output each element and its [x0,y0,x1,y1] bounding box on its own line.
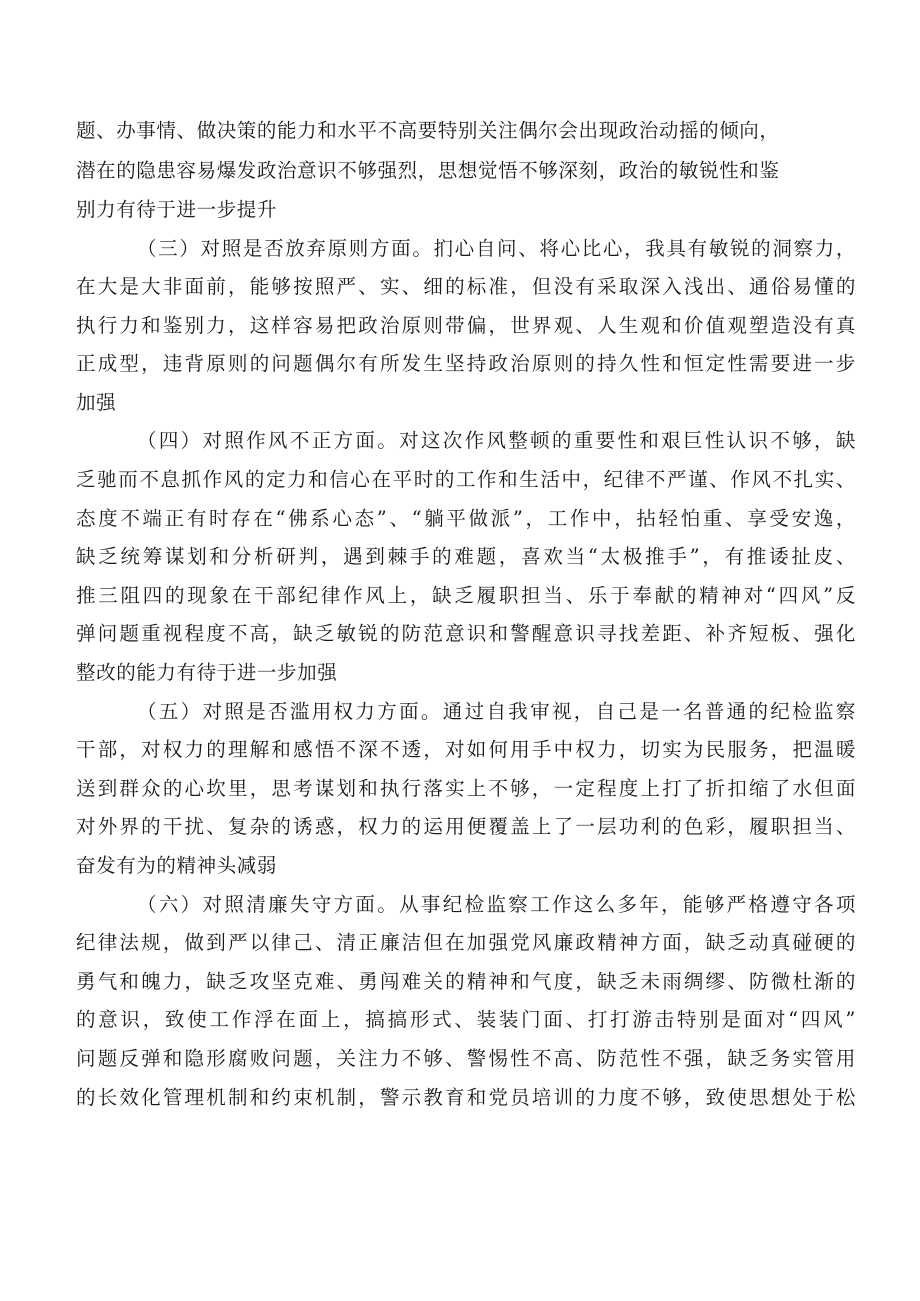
text-line: 的长效化管理机制和约束机制，警示教育和党员培训的力度不够，致使思想处于松 [76,1085,856,1109]
text-line: 执行力和鉴别力，这样容易把政治原则带偏，世界观、人生观和价值观塑造没有真 [76,313,856,337]
document-body [76,111,856,1117]
text-line: 勇气和魄力，缺乏攻坚克难、勇闯难关的精神和气度，缺乏未雨绸缪、防微杜渐的 [76,969,856,993]
text-line: 推三阻四的现象在干部纪律作风上，缺乏履职担当、乐于奉献的精神对“四风”反 [76,583,856,607]
text-line: 送到群众的心坎里，思考谋划和执行落实上不够，一定程度上打了折扣缩了水但面 [76,776,856,800]
text-line: 加强 [76,390,117,414]
text-line: 奋发有为的精神头减弱 [76,854,278,877]
text-line: 干部，对权力的理解和感悟不深不透，对如何用手中权力，切实为民服务，把温暖 [76,738,856,762]
text-line: （五）对照是否滥用权力方面。通过自我审视，自己是一名普通的纪检监察 [137,699,856,723]
text-line: （三）对照是否放弃原则方面。扪心自问、将心比心，我具有敏锐的洞察力， [137,236,856,260]
text-line: 缺乏统筹谋划和分析研判，遇到棘手的难题，喜欢当“太极推手”，有推诿扯皮、 [76,545,856,569]
text-line: 别力有待于进一步提升 [76,198,278,221]
text-line: 乏驰而不息抓作风的定力和信心在平时的工作和生活中，纪律不严谨、作风不扎实、 [76,468,856,492]
text-line: 态度不端正有时存在“佛系心态”、“躺平做派”，工作中，拈轻怕重、享受安逸， [76,506,856,530]
text-line: 弹问题重视程度不高，缺乏敏锐的防范意识和警醒意识寻找差距、补齐短板、强化 [76,622,856,646]
text-line: 题、办事情、做决策的能力和水平不高要特别关注偶尔会出现政治动摇的倾向， [76,119,780,142]
text-line: （四）对照作风不正方面。对这次作风整顿的重要性和艰巨性认识不够，缺 [137,429,856,453]
text-line: 在大是大非面前，能够按照严、实、细的标准，但没有采取深入浅出、通俗易懂的 [76,275,856,299]
text-line: （六）对照清廉失守方面。从事纪检监察工作这么多年，能够严格遵守各项 [137,892,856,916]
text-line: 纪律法规，做到严以律己、清正廉洁但在加强党风廉政精神方面，缺乏动真碰硬的 [76,931,856,955]
text-line: 问题反弹和隐形腐败问题，关注力不够、警惕性不高、防范性不强，缺乏务实管用 [76,1046,856,1070]
text-line: 整改的能力有待于进一步加强 [76,661,338,685]
text-line: 潜在的隐患容易爆发政治意识不够强烈，思想觉悟不够深刻，政治的敏锐性和鉴 [76,158,780,182]
text-line: 的意识，致使工作浮在面上，搞搞形式、装装门面、打打游击特别是面对“四风” [76,1008,856,1032]
text-line: 对外界的干扰、复杂的诱惑，权力的运用便覆盖上了一层功利的色彩，履职担当、 [76,815,856,839]
text-line: 正成型，违背原则的问题偶尔有所发生坚持政治原则的持久性和恒定性需要进一步 [76,352,856,376]
